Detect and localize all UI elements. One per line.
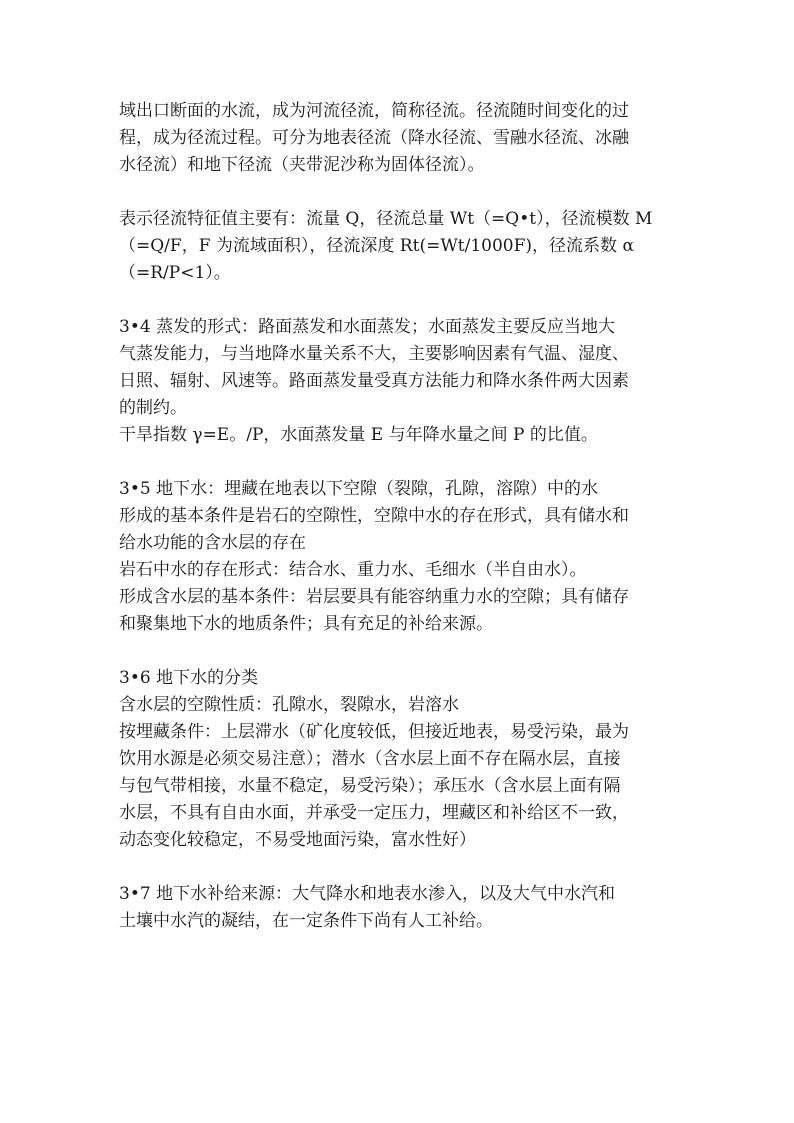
text-line: 按埋藏条件：上层滞水（矿化度较低，但接近地表，易受污染，最为	[119, 722, 629, 742]
text-line: 与包气带相接，水量不稳定，易受污染）；承压水（含水层上面有隔	[119, 776, 621, 796]
text-line: 的制约。	[119, 398, 187, 418]
text-line: 土壤中水汽的凝结，在一定条件下尚有人工补给。	[119, 911, 493, 931]
paragraph-runoff-definition	[119, 98, 681, 179]
text-line: （=Q/F，F 为流域面积），径流深度 Rt(=Wt/1000F)，径流系数 α	[119, 236, 634, 256]
text-line: 形成含水层的基本条件：岩层要具有能容纳重力水的空隙；具有储存	[119, 587, 629, 607]
paragraph-groundwater	[119, 476, 681, 638]
text-line: 水径流）和地下径流（夹带泥沙称为固体径流）。	[119, 155, 485, 175]
text-line: 表示径流特征值主要有：流量 Q，径流总量 Wt（=Q•t），径流模数 M	[119, 209, 653, 229]
document-body	[119, 98, 681, 962]
paragraph-groundwater-recharge	[119, 881, 681, 935]
text-line: 岩石中水的存在形式：结合水、重力水、毛细水（半自由水）。	[119, 560, 587, 580]
text-line: 含水层的空隙性质：孔隙水，裂隙水，岩溶水	[119, 695, 459, 715]
text-line: 3•7 地下水补给来源：大气降水和地表水渗入，以及大气中水汽和	[119, 884, 616, 904]
text-line: 饮用水源是必须交易注意）；潜水（含水层上面不存在隔水层，直接	[119, 749, 621, 769]
paragraph-groundwater-classification	[119, 665, 681, 854]
text-line: 气蒸发能力，与当地降水量关系不大，主要影响因素有气温、湿度、	[119, 344, 629, 364]
text-line: 日照、辐射、风速等。路面蒸发量受真方法能力和降水条件两大因素	[119, 371, 629, 391]
text-line: 3•6 地下水的分类	[119, 668, 259, 688]
text-line: 和聚集地下水的地质条件；具有充足的补给来源。	[119, 614, 493, 634]
text-line: 3•5 地下水：埋藏在地表以下空隙（裂隙，孔隙，溶隙）中的水	[119, 479, 599, 499]
text-line: 水层，不具有自由水面，并承受一定压力，埋藏区和补给区不一致，	[119, 803, 629, 823]
text-line: （=R/P<1）。	[119, 263, 231, 283]
text-line: 给水功能的含水层的存在	[119, 533, 306, 553]
paragraph-runoff-characteristics	[119, 206, 681, 287]
text-line: 3•4 蒸发的形式：路面蒸发和水面蒸发；水面蒸发主要反应当地大	[119, 317, 616, 337]
text-line: 程，成为径流过程。可分为地表径流（降水径流、雪融水径流、冰融	[119, 128, 629, 148]
text-line: 动态变化较稳定，不易受地面污染，富水性好）	[119, 830, 476, 850]
text-line: 干旱指数 γ=E。/P，水面蒸发量 E 与年降水量之间 P 的比值。	[119, 425, 598, 445]
text-line: 域出口断面的水流，成为河流径流，简称径流。径流随时间变化的过	[119, 101, 629, 121]
text-line: 形成的基本条件是岩石的空隙性，空隙中水的存在形式，具有储水和	[119, 506, 629, 526]
paragraph-evaporation	[119, 314, 681, 449]
